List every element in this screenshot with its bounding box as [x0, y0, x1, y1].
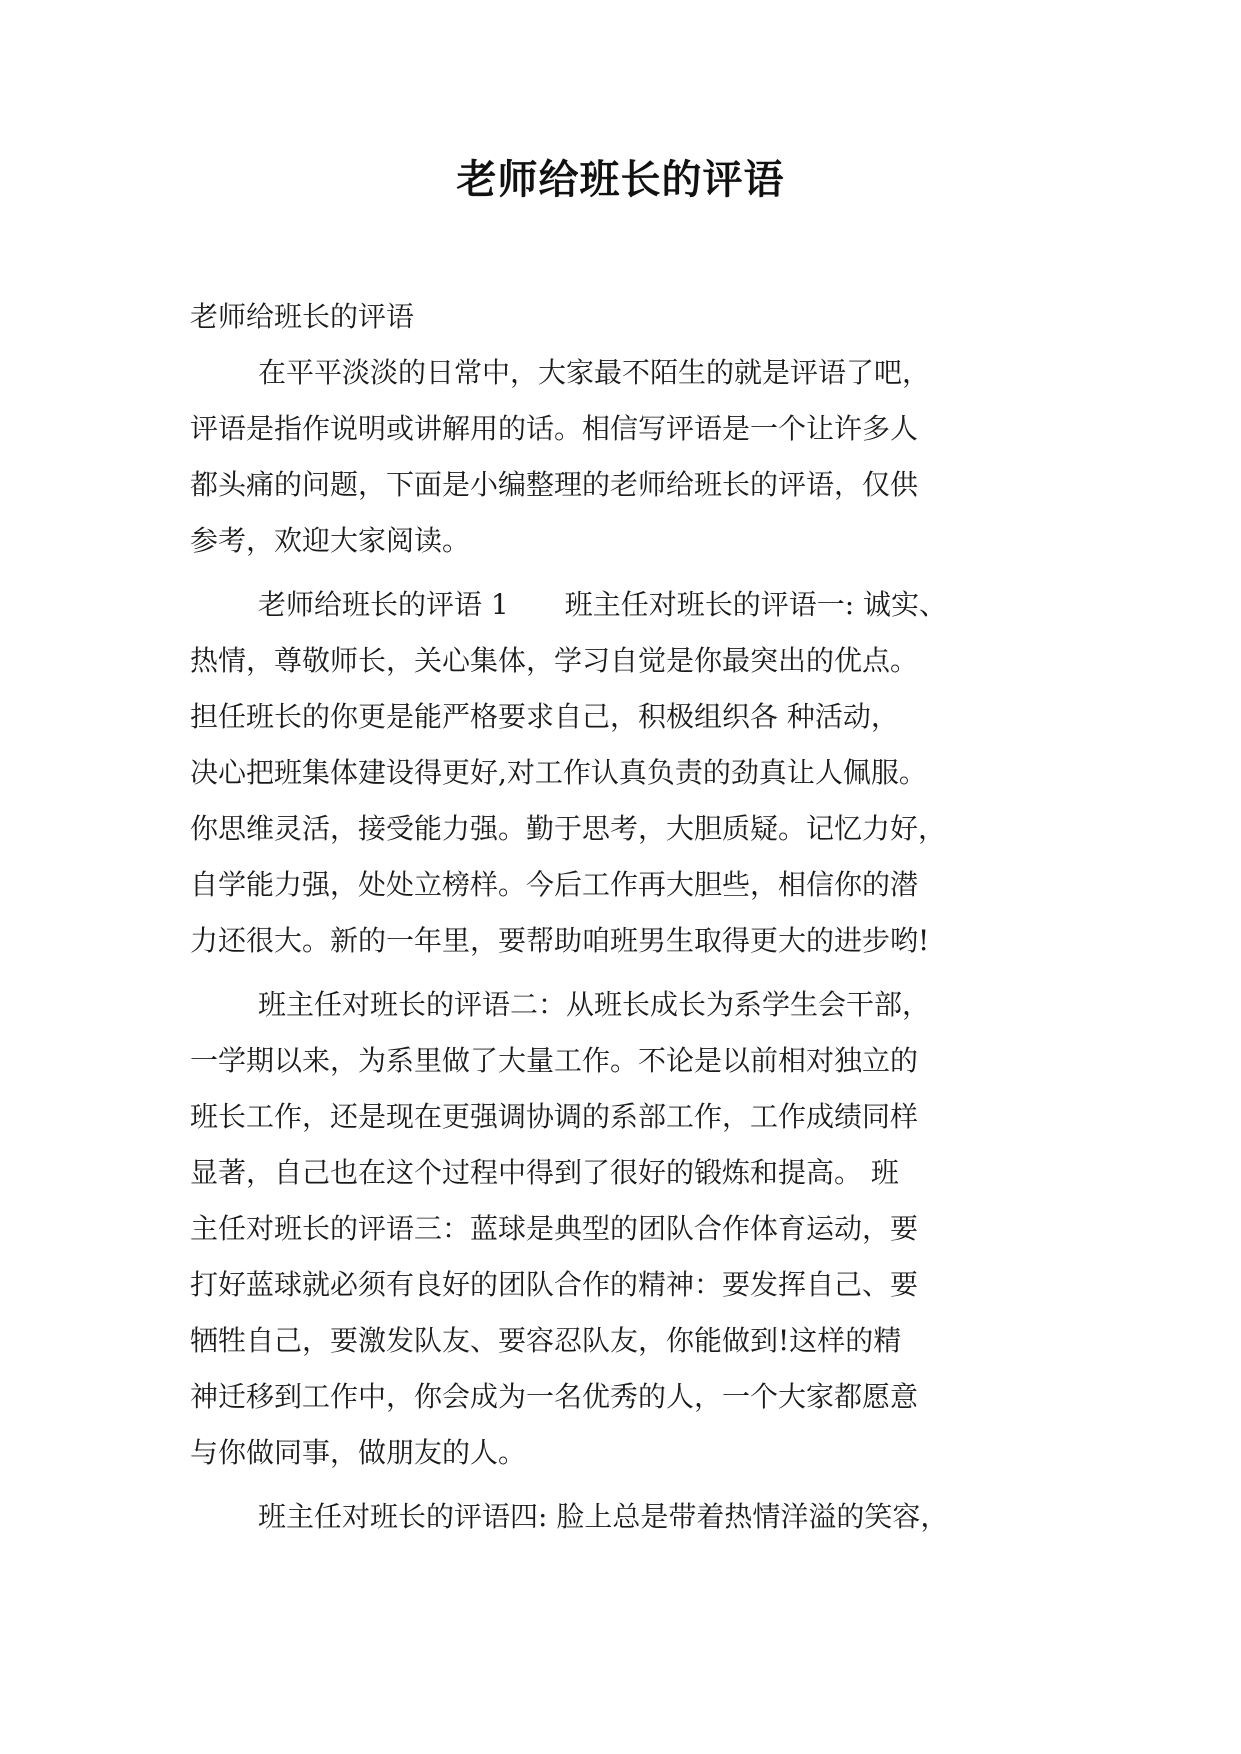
- text-line: 决心把班集体建设得更好,对工作认真负责的劲真让人佩服。: [190, 756, 927, 789]
- text-line: 热情，尊敬师长，关心集体，学习自觉是你最突出的优点。: [190, 644, 919, 677]
- text-line: 老师给班长的评语 1 班主任对班长的评语一: 诚实、: [258, 588, 948, 621]
- text-line: 班长工作，还是现在更强调协调的系部工作，工作成绩同样: [190, 1100, 919, 1133]
- text-line: 都头痛的问题，下面是小编整理的老师给班长的评语，仅供: [190, 468, 919, 501]
- text-line: 担任班长的你更是能严格要求自己，积极组织各 种活动，: [190, 700, 899, 733]
- text-line: 力还很大。新的一年里，要帮助咱班男生取得更大的进步哟!: [190, 924, 930, 957]
- text-line: 你思维灵活，接受能力强。勤于思考，大胆质疑。记忆力好，: [190, 812, 947, 845]
- text-line: 神迁移到工作中，你会成为一名优秀的人，一个大家都愿意: [190, 1380, 919, 1413]
- text-line: 班主任对班长的评语四: 脸上总是带着热情洋溢的笑容，: [258, 1500, 949, 1533]
- document-title: 老师给班长的评语: [456, 157, 785, 203]
- text-line: 评语是指作说明或讲解用的话。相信写评语是一个让许多人: [190, 412, 919, 445]
- text-line: 自学能力强，处处立榜样。今后工作再大胆些，相信你的潜: [190, 868, 919, 901]
- text-line: 打好蓝球就必须有良好的团队合作的精神：要发挥自己、要: [190, 1268, 919, 1301]
- text-line: 主任对班长的评语三：蓝球是典型的团队合作体育运动，要: [190, 1212, 919, 1245]
- text-line: 在平平淡淡的日常中，大家最不陌生的就是评语了吧，: [258, 356, 931, 389]
- text-line: 一学期以来，为系里做了大量工作。不论是以前相对独立的: [190, 1044, 919, 1077]
- text-line: 参考，欢迎大家阅读。: [190, 524, 471, 557]
- text-line: 班主任对班长的评语二：从班长成长为系学生会干部，: [258, 988, 931, 1021]
- text-line: 与你做同事，做朋友的人。: [190, 1436, 527, 1469]
- text-line: 显著，自己也在这个过程中得到了很好的锻炼和提高。 班: [190, 1156, 899, 1189]
- text-line: 老师给班长的评语: [190, 300, 415, 333]
- text-line: 牺牲自己，要激发队友、要容忍队友，你能做到!这样的精: [190, 1324, 902, 1357]
